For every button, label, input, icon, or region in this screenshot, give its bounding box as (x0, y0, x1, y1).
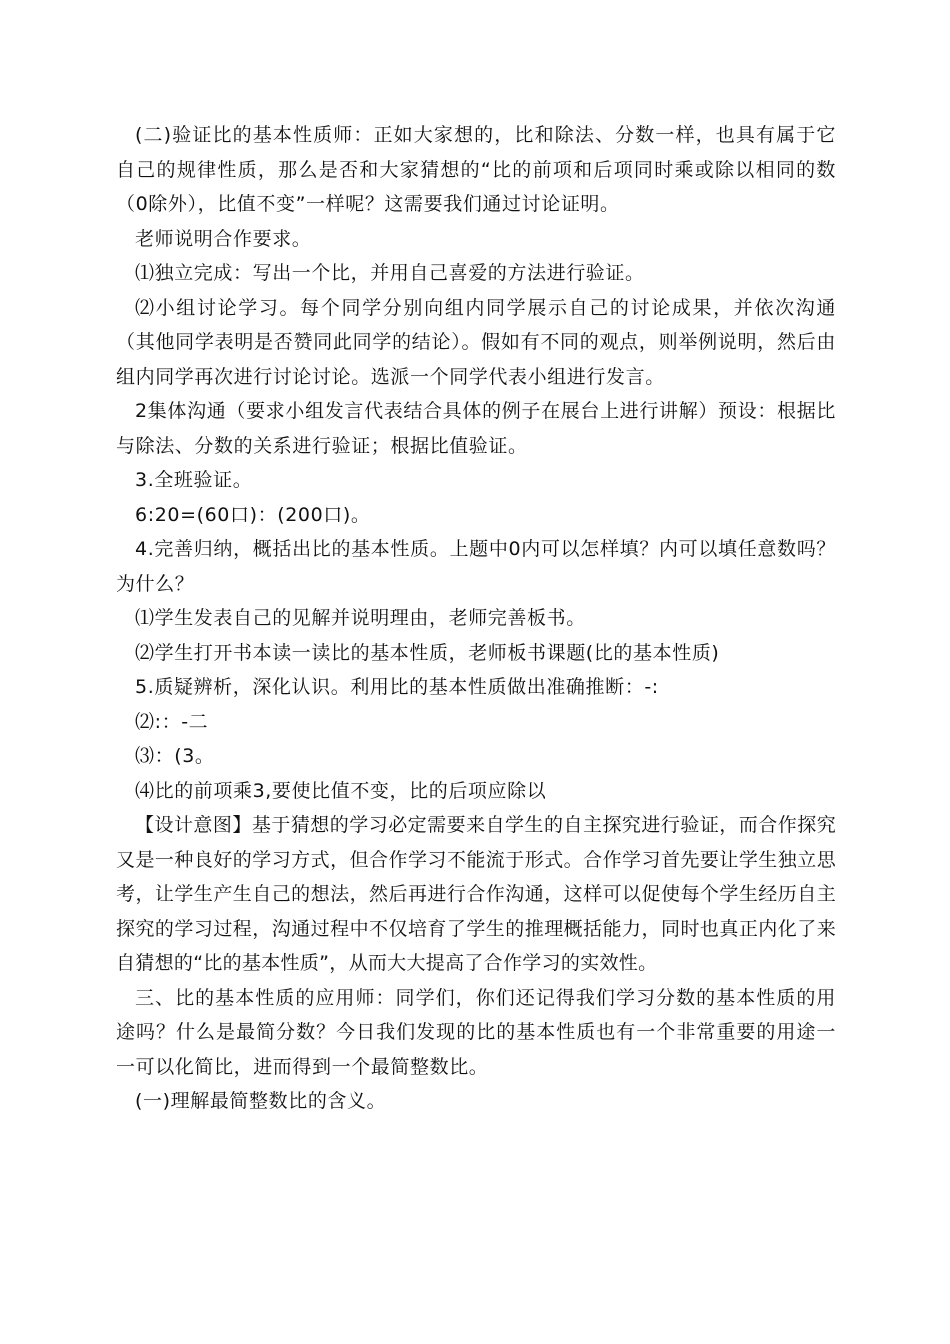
paragraph-design-intent: 【设计意图】基于猜想的学习必定需要来自学生的自主探究进行验证，而合作探究又是一种良好的学习方式，但合作学习不能流于形式。合作学习首先要让学生独立思考，让学生产生自己的想法，然后再进行合作沟通，这样可以促使每个学生经历自主探究的学习过程，沟通过程中不仅培育了学生的推理概括能力，同时也真正内化了来自猜想的“比的基本性质”，从而大大提高了合作学习的实效性。 (116, 814, 836, 974)
paragraph-sub-2: ⑵学生打开书本读一读比的基本性质，老师板书课题(比的基本性质) (135, 641, 720, 664)
paragraph-group-communication: 2集体沟通（要求小组发言代表结合具体的例子在展台上进行讲解）预设：根据比与除法、分数的关系进行验证；根据比值验证。 (116, 400, 836, 457)
document-body (116, 118, 836, 1119)
paragraph-verify-property: (二)验证比的基本性质师：正如大家想的，比和除法、分数一样，也具有属于它自己的规律性质，那么是否和大家猜想的“比的前项和后项同时乘或除以相同的数（0除外），比值不变”一样呢？这需要我们通过讨论证明。 (116, 124, 836, 215)
paragraph-item-4: ⑷比的前项乘3,要使比值不变，比的后项应除以 (135, 779, 547, 802)
paragraph-ratio-example: 6:20=(60口)：(200口)。 (135, 503, 371, 526)
paragraph-teacher-requirements: 老师说明合作要求。 (135, 227, 312, 250)
paragraph-sub-1: ⑴学生发表自己的见解并说明理由，老师完善板书。 (135, 607, 586, 629)
paragraph-item-3: ⑶：(3。 (135, 745, 215, 767)
paragraph-question-analysis: 5.质疑辨析，深化认识。利用比的基本性质做出准确推断：-: (135, 676, 659, 698)
paragraph-item-2: ⑵:：-二 (135, 710, 209, 733)
paragraph-simplest-ratio: (一)理解最简整数比的含义。 (135, 1090, 387, 1112)
paragraph-application: 三、比的基本性质的应用师：同学们，你们还记得我们学习分数的基本性质的用途吗？什么是最简分数？今日我们发现的比的基本性质也有一个非常重要的用途一一可以化简比，进而得到一个最简整数比。 (116, 986, 836, 1078)
paragraph-class-verify: 3.全班验证。 (135, 469, 253, 491)
paragraph-step-1: ⑴独立完成：写出一个比，并用自己喜爱的方法进行验证。 (135, 262, 645, 284)
paragraph-step-2: ⑵小组讨论学习。每个同学分别向组内同学展示自己的讨论成果，并依次沟通（其他同学表明是否赞同此同学的结论）。假如有不同的观点，则举例说明，然后由组内同学再次进行讨论讨论。选派一个同学代表小组进行发言。 (116, 296, 836, 388)
paragraph-summarize: 4.完善归纳，概括出比的基本性质。上题中0内可以怎样填？内可以填任意数吗？为什么？ (116, 538, 836, 595)
